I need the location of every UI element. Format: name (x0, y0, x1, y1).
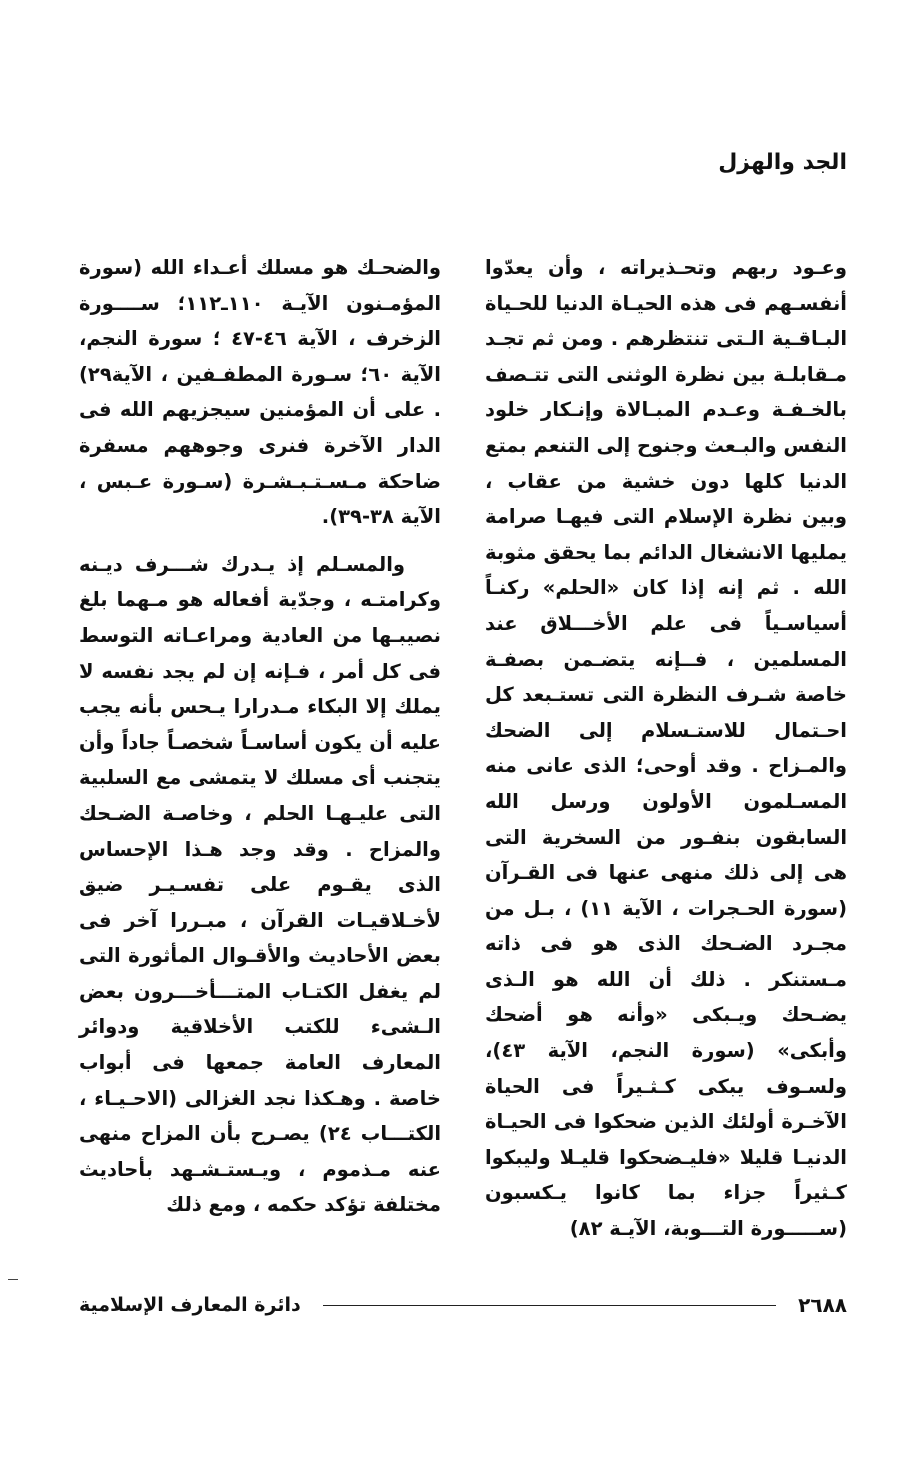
text-column-right (485, 250, 847, 1247)
page-number: ٢٦٨٨ (798, 1293, 847, 1317)
paragraph: وعـود ربهم وتحـذيراته ، وأن يعدّوا أنفسـهم فى هذه الحيـاة الدنيا للحـياة البـاقـية الـتى تنتظرهم . ومن ثم تجـد مـقابلـة بين نظرة الوثنى التى تتـصف بالخـفـة وعـدم المبـالاة وإنـكار خلود النفس والبـعث وجنوح إلى التنعم بمتع الدنيا كلها دون خشية من عقاب ، وبين نظرة الإسلام التى فيهـا صرامة يمليها الانشغال الدائم بما يحقق مثوبة الله . ثم إنه إذا كان «الحلم» ركنـاً أسياسـياً فى علم الأخـــلاق عند المسلمين ، فــإنه يتضـمن بصفـة خاصة شـرف النظرة التى تستـبعد كل احـتمال للاستـسلام إلى الضحك والمـزاح . وقد أوحى؛ الذى عانى منه المسـلمون الأولون ورسل الله السابقون بنفـور من السخرية التى هى إلى ذلك منهى عنها فى القـرآن (سورة الحـجرات ، الآية ١١) ، بـل من مجـرد الضـحك الذى هو فى ذاته مـستنكر . ذلك أن الله هو الـذى يضـحك ويـبكى «وأنه هو أضحك وأبكى» (سورة النجم، الآية ٤٣)، ولسـوف يبكى كـثـيراً فى الحياة الآخـرة أولئك الذين ضحكوا فى الحيـاة الدنيـا قليلا «فليـضحكوا قليـلا وليبكوا كـثيراً جزاء بما كانوا يـكسبون (ســـــورة التـــوبة، الآيـة ٨٢) (485, 256, 848, 1241)
paragraph: والضحـك هو مسلك أعـداء الله (سورة المؤمـنون الآيـة ١١٠ـ١١٢؛ ســــورة الزخرف ، الآية ٤٦-٤٧ ؛ سورة النجم، الآية ٦٠؛ سـورة المطفـفين ، الآية٢٩) . على أن المؤمنين سيجزيهم الله فى الدار الآخرة فنرى وجوههم مسفرة ضاحكة مـسـتـبـشـرة (سـورة عـبس ، الآية ٣٨-٣٩). (79, 256, 442, 529)
running-title: الجد والهزل (718, 150, 847, 175)
text-column-left (79, 250, 441, 1223)
footer-rule (323, 1305, 776, 1306)
paragraph: والمسـلم إذ يـدرك شـــرف ديـنه وكرامتـه ، وجدّية أفعاله هو مـهما بلغ نصيبـها من العادية ومراعـاته التوسط فى كل أمر ، فـإنه إن لم يجد نفسه لا يملك إلا البكاء مـدرارا يـحس بأنه يجب عليه أن يكون أساسـاً شخصـاً جاداً وأن يتجنب أى مسلك لا يتمشى مع السلبية التى عليـهـا الحلم ، وخاصـة الضـحك والمزاح . وقد وجد هـذا الإحساس الذى يقـوم على تفسـيـر ضيق لأخـلاقيـات القرآن ، مبـررا آخر فى بعض الأحاديث والأقـوال المأثورة التى لم يغفل الكتـاب المتـــأخـــرون بعض الـشىء للكتب الأخلاقية ودوائر المعارف العامة جمعها فى أبواب خاصة . وهـكذا نجد الغزالى (الاحـيـاء ، الكتـــاب ٢٤) يصـرح بأن المزاح منهى عنه مـذموم ، ويـستـشـهد بأحاديث مختلفة تؤكد حكمه ، ومع ذلك (79, 552, 442, 1217)
scan-mark (8, 1279, 18, 1280)
publication-title: دائرة المعارف الإسلامية (79, 1294, 301, 1316)
page-footer (79, 1290, 847, 1320)
